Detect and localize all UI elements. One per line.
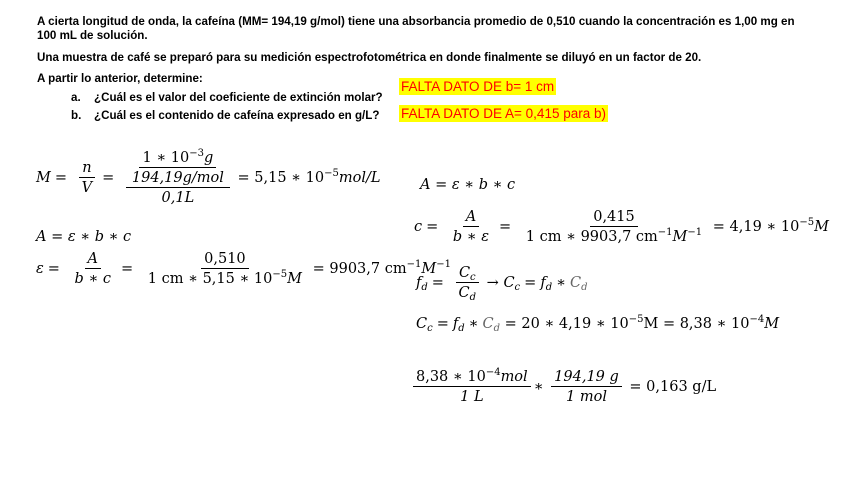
problem-line-4: A partir lo anterior, determine: bbox=[37, 72, 203, 85]
equation-beer-law-left: A = ε ∗ b ∗ c bbox=[36, 229, 132, 245]
equation-dilution-result: $C_c = f_d$ ∗ $C_d = 20$ ∗ 4,19 ∗ $10^{-5}M = 8,38$ ∗ $10^{-4}M$ bbox=[416, 314, 780, 334]
problem-line-2: 100 mL de solución. bbox=[37, 29, 148, 42]
fraction-n-over-v: $\frac{n}{V}$ bbox=[79, 160, 95, 196]
problem-line-3: Una muestra de café se preparó para su medición espectrofotométrica en donde finalmente se diluyó en un factor de 20. bbox=[37, 51, 702, 64]
equation-concentration: c = $\frac{A}{b ∗ \varepsilon}$ = $\frac{0,415}{1 cm ∗ 9903,7 cm^{-1}M^{-1}}$ = 4,19 ∗ $10^{-5}M$ bbox=[414, 209, 829, 245]
problem-statement bbox=[37, 15, 837, 43]
problem-line-1: A cierta longitud de onda, la cafeína (MM= 194,19 g/mol) tiene una absorbancia promedio de 0,510 cuando la concentración es 1,00 mg en bbox=[37, 15, 795, 28]
question-b-marker: b. bbox=[71, 109, 82, 122]
concentration-result: = 4,19 ∗ 10 bbox=[712, 219, 800, 235]
equation-dilution-factor: $f_d$ = $\frac{C_c}{C_d}$ → $C_c = f_d$ ∗ $C_d$ bbox=[416, 265, 588, 303]
note-missing-a: FALTA DATO DE A= 0,415 para b) bbox=[401, 106, 606, 121]
equation-epsilon: ε = $\frac{A}{b ∗ c}$ = $\frac{0,510}{1 cm ∗ 5,15 ∗ 10^{-5}M}$ = 9903,7 $cm^{-1}M^{-1}$ bbox=[36, 251, 451, 287]
question-a: ¿Cuál es el valor del coeficiente de extinción molar? bbox=[94, 91, 383, 104]
final-result: = 0,163 g/L bbox=[629, 379, 717, 395]
epsilon-result: = 9903,7 cm bbox=[312, 261, 407, 277]
question-a-marker: a. bbox=[71, 91, 81, 104]
question-b: ¿Cuál es el contenido de cafeína expresado en g/L? bbox=[94, 109, 380, 122]
fraction-moles-over-volume: $\frac{\frac{1 ∗ 10^{-3}g}{\text{194,19g/mol}}}{0,1L}$ bbox=[126, 150, 230, 206]
equation-beer-law-right: A = ε ∗ b ∗ c bbox=[420, 177, 516, 193]
equation-molarity: M = $\frac{n}{V}$ = $\frac{\frac{1 ∗ 10^{-3}g}{\text{194,19g/mol}}}{0,1L}$ = 5,15 ∗ $10^{-5}mol/L$ bbox=[36, 148, 381, 206]
fraction-mass-over-mm: $\frac{1 ∗ 10^{-3}g}{\text{194,19g/mol}}$ bbox=[131, 148, 224, 186]
equation-content-g-per-l: $\frac{8,38 ∗ 10^{-4}mol}{1 L}$ ∗ $\frac{194,19 g}{\text{1 mol}}$ = 0,163 g/L bbox=[410, 369, 716, 405]
molarity-result: = 5,15 ∗ 10 bbox=[237, 170, 325, 186]
note-missing-b: FALTA DATO DE b= 1 cm bbox=[401, 79, 555, 94]
